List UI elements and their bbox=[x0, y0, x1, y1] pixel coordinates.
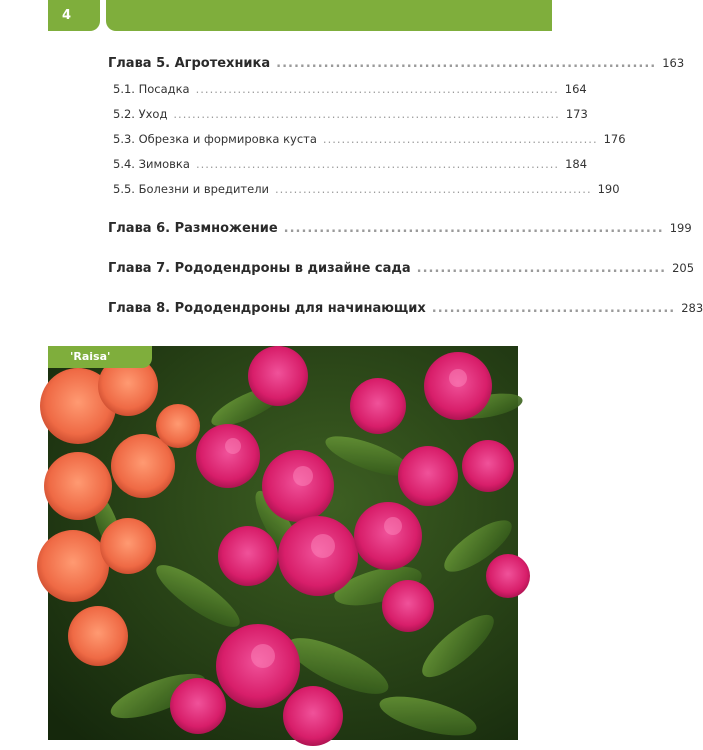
toc-leader: .............................................................................. bbox=[195, 82, 559, 96]
toc-section-5-5[interactable] bbox=[113, 182, 620, 196]
toc-page: 163 bbox=[662, 56, 685, 70]
toc-title: 5.4. Зимовка bbox=[113, 157, 190, 171]
toc-section-5-2[interactable] bbox=[113, 107, 588, 121]
toc-title: 5.2. Уход bbox=[113, 107, 168, 121]
rhododendron-illustration bbox=[48, 346, 518, 740]
toc-page: 190 bbox=[597, 182, 620, 196]
toc-title: Глава 7. Рододендроны в дизайне сада bbox=[108, 261, 411, 276]
toc-leader: ................................................................ bbox=[276, 56, 657, 71]
page-number: 4 bbox=[62, 8, 72, 23]
toc-page: 184 bbox=[565, 157, 588, 171]
toc-title: Глава 8. Рододендроны для начинающих bbox=[108, 301, 426, 316]
toc-page: 283 bbox=[681, 301, 703, 315]
toc-leader: .................................................................... bbox=[275, 182, 592, 196]
toc-section-5-4[interactable] bbox=[113, 157, 588, 171]
toc-leader: ................................................................................... bbox=[173, 107, 560, 121]
toc-page: 164 bbox=[564, 82, 587, 96]
toc-page: 205 bbox=[672, 261, 695, 275]
toc-page: 173 bbox=[565, 107, 588, 121]
rhododendron-photo bbox=[48, 346, 518, 740]
toc-section-5-1[interactable] bbox=[113, 82, 587, 96]
toc-title: 5.5. Болезни и вредители bbox=[113, 182, 270, 196]
toc-leader: ......................................... bbox=[431, 301, 676, 316]
toc-title: 5.3. Обрезка и формировка куста bbox=[113, 132, 317, 146]
photo-caption-tab bbox=[48, 346, 152, 368]
toc-leader: .............................................................................. bbox=[195, 157, 560, 171]
toc-title: Глава 5. Агротехника bbox=[108, 56, 271, 71]
toc-section-5-3[interactable] bbox=[113, 132, 626, 146]
toc-page: 199 bbox=[669, 221, 692, 235]
table-of-contents bbox=[0, 0, 703, 340]
toc-title: 5.1. Посадка bbox=[113, 82, 190, 96]
toc-title: Глава 6. Размножение bbox=[108, 221, 278, 236]
toc-chapter-6[interactable] bbox=[108, 221, 692, 236]
toc-chapter-5[interactable] bbox=[108, 56, 685, 71]
toc-leader: .......................................... bbox=[416, 261, 667, 276]
photo-caption: 'Raisa' bbox=[70, 350, 111, 363]
toc-chapter-7[interactable] bbox=[108, 261, 695, 276]
toc-leader: ........................................................... bbox=[322, 132, 598, 146]
toc-chapter-8[interactable] bbox=[108, 301, 703, 316]
toc-leader: ................................................................ bbox=[283, 221, 664, 236]
toc-page: 176 bbox=[603, 132, 626, 146]
